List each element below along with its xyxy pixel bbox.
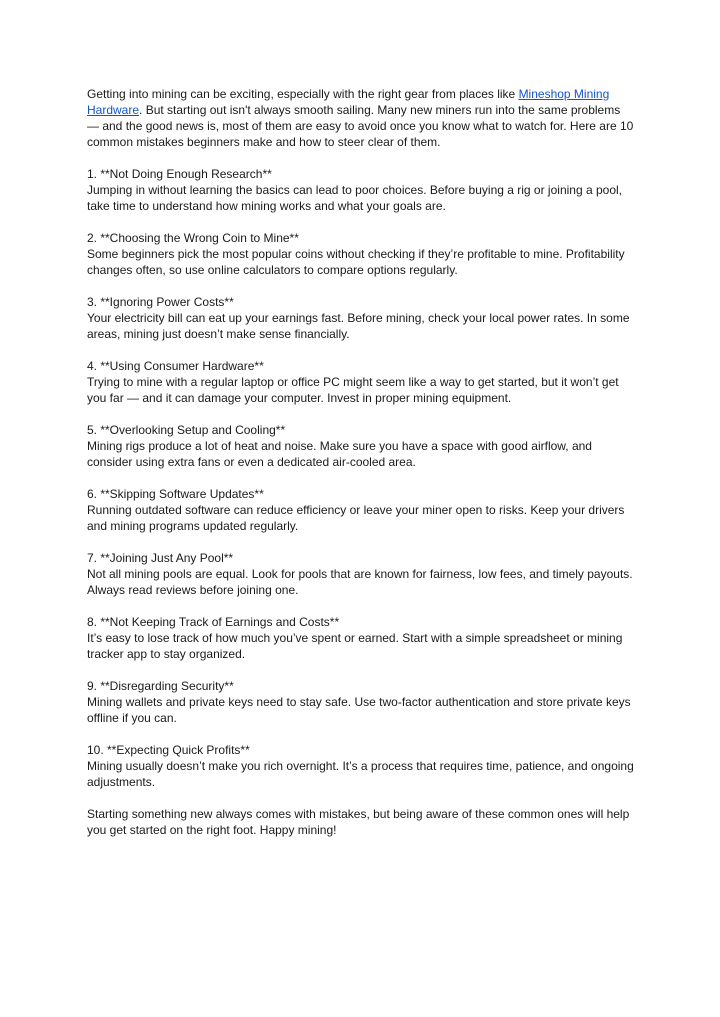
item-body: It’s easy to lose track of how much you’ve spent or earned. Start with a simple spreadsheet or mining tracker app to stay organized.	[87, 631, 623, 661]
item-heading: 8. **Not Keeping Track of Earnings and Costs**	[87, 615, 340, 629]
intro-paragraph	[87, 86, 635, 150]
item-body: Not all mining pools are equal. Look for pools that are known for fairness, low fees, and timely payouts. Always read reviews before joining one.	[87, 567, 633, 597]
item-body: Trying to mine with a regular laptop or office PC might seem like a way to get started, but it won’t get you far — and it can damage your computer. Invest in proper mining equipment.	[87, 375, 619, 405]
list-item-5	[87, 422, 635, 470]
item-body: Mining rigs produce a lot of heat and noise. Make sure you have a space with good airflow, and consider using extra fans or even a dedicated air-cooled area.	[87, 439, 592, 469]
item-body: Your electricity bill can eat up your earnings fast. Before mining, check your local power rates. In some areas, mining just doesn’t make sense financially.	[87, 311, 630, 341]
item-heading: 7. **Joining Just Any Pool**	[87, 551, 234, 565]
item-heading: 1. **Not Doing Enough Research**	[87, 167, 272, 181]
list-item-4	[87, 358, 635, 406]
list-item-2	[87, 230, 635, 278]
item-body: Some beginners pick the most popular coins without checking if they’re profitable to mine. Profitability changes often, so use online calculators to compare options regularly.	[87, 247, 625, 277]
item-heading: 6. **Skipping Software Updates**	[87, 487, 264, 501]
item-body: Mining wallets and private keys need to stay safe. Use two-factor authentication and store private keys offline if you can.	[87, 695, 631, 725]
list-item-9	[87, 678, 635, 726]
mineshop-link[interactable]: Mineshop Mining Hardware	[87, 87, 610, 117]
item-heading: 9. **Disregarding Security**	[87, 679, 234, 693]
item-body: Mining usually doesn’t make you rich overnight. It’s a process that requires time, patience, and ongoing adjustments.	[87, 759, 634, 789]
intro-text-after-link: . But starting out isn't always smooth sailing. Many new miners run into the same problems — and the good news is, most of them are easy to avoid once you know what to watch for. Here are 10 common mistakes beginners make and how to steer clear of them.	[87, 103, 634, 149]
item-heading: 3. **Ignoring Power Costs**	[87, 295, 234, 309]
item-heading: 10. **Expecting Quick Profits**	[87, 743, 250, 757]
document-page	[87, 86, 635, 854]
list-item-3	[87, 294, 635, 342]
list-item-1	[87, 166, 635, 214]
intro-text-before-link: Getting into mining can be exciting, especially with the right gear from places like	[87, 87, 519, 101]
list-item-7	[87, 550, 635, 598]
list-item-10	[87, 742, 635, 790]
item-heading: 2. **Choosing the Wrong Coin to Mine**	[87, 231, 299, 245]
list-item-8	[87, 614, 635, 662]
list-item-6	[87, 486, 635, 534]
item-heading: 4. **Using Consumer Hardware**	[87, 359, 264, 373]
item-body: Jumping in without learning the basics can lead to poor choices. Before buying a rig or joining a pool, take time to understand how mining works and what your goals are.	[87, 183, 622, 213]
item-heading: 5. **Overlooking Setup and Cooling**	[87, 423, 286, 437]
conclusion-paragraph: Starting something new always comes with mistakes, but being aware of these common ones will help you get started on the right foot. Happy mining!	[87, 807, 630, 837]
item-body: Running outdated software can reduce efficiency or leave your miner open to risks. Keep your drivers and mining programs updated regularly.	[87, 503, 625, 533]
